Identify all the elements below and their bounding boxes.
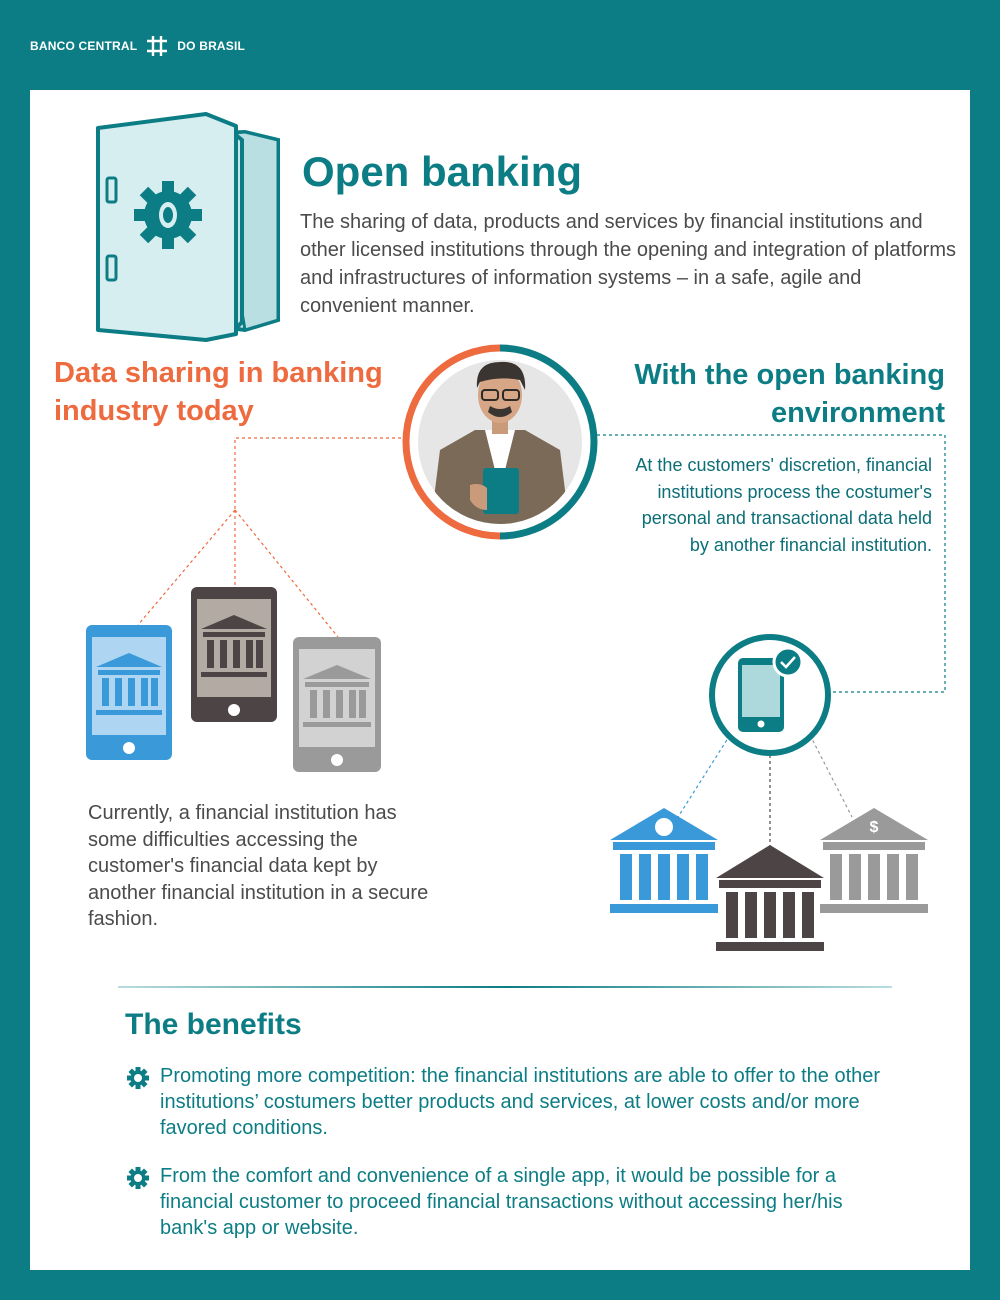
header: [30, 26, 245, 66]
intro-text: The sharing of data, products and services by financial institutions and other licensed institutions through the opening and integration of platforms and infrastructures of information systems – in a safe, agile and convenient manner.: [300, 211, 956, 317]
benefit-text: From the comfort and convenience of a single app, it would be possible for a financial customer to proceed financial transactions without accessing her/his bank's app or website.: [160, 1165, 843, 1239]
benefit-text: Promoting more competition: the financial institutions are able to offer to the other institutions’ costumers better products and services, at lower costs and/or more favored conditions.: [160, 1065, 881, 1139]
page-title: Open banking: [302, 148, 583, 195]
right-section-heading: With the open banking environment: [634, 359, 945, 429]
brand-name-right: DO BRASIL: [177, 39, 246, 53]
benefit-item: [126, 1063, 886, 1141]
customer-avatar: [406, 348, 594, 536]
phone-bank-blue-icon: [86, 625, 172, 760]
svg-text:$: $: [869, 819, 879, 836]
bank-blue-icon: [610, 808, 718, 913]
benefits-title: The benefits: [125, 1008, 302, 1041]
gear-bullet-icon: [126, 1066, 150, 1090]
phone-check-icon: [712, 637, 828, 753]
gear-bullet-icon: [126, 1166, 150, 1190]
benefit-item: [126, 1163, 886, 1241]
banco-central-logo-icon: [143, 32, 171, 60]
left-section-description: Currently, a financial institution has some difficulties accessing the customer's financial data kept by another financial institution in a secure fashion.: [88, 802, 429, 930]
bank-dark-icon: [716, 845, 824, 951]
left-section-heading: Data sharing in banking industry today: [54, 357, 383, 427]
phone-bank-grey-icon: [293, 637, 381, 772]
section-divider: [118, 986, 892, 988]
brand-name-left: BANCO CENTRAL: [30, 39, 138, 53]
phone-bank-dark-icon: [191, 587, 277, 722]
bank-grey-icon: [820, 808, 928, 913]
vault-gear-icon: [98, 112, 278, 340]
right-section-description: At the customers' discretion, financial institutions process the costumer's personal and transactional data held by another financial institution.: [635, 455, 932, 555]
infographic-card: [30, 90, 970, 1270]
